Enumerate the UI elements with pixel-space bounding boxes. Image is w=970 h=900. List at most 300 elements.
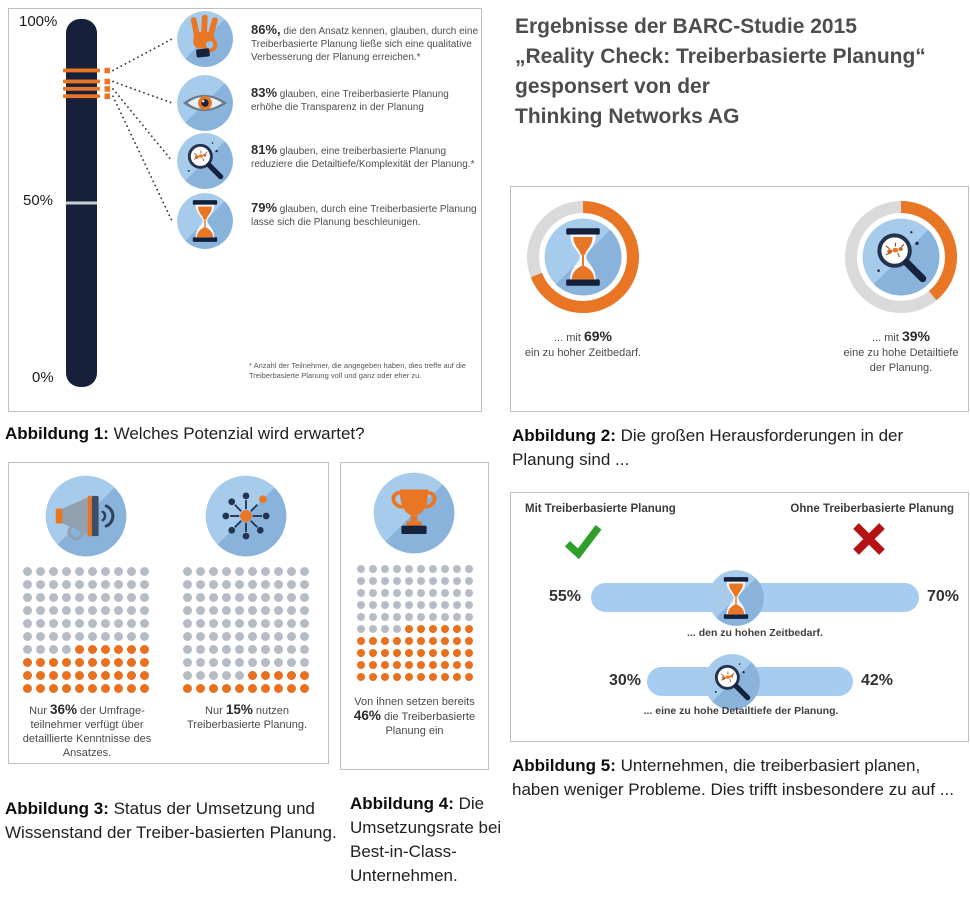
dot	[114, 684, 123, 693]
dot	[49, 619, 58, 628]
dot	[62, 684, 71, 693]
stat-83-text: glauben, eine Treiberbasierte Planung erhöhe die Transparenz in der Planung	[251, 89, 449, 113]
hourglass-icon	[545, 219, 622, 296]
dot	[248, 619, 257, 628]
dot	[75, 619, 84, 628]
dot	[465, 601, 473, 609]
dot	[62, 567, 71, 576]
slider1-right-value: 70%	[927, 588, 960, 605]
dot	[88, 619, 97, 628]
dot	[36, 645, 45, 654]
ok-hand-icon	[176, 10, 234, 68]
title-line-2: „Reality Check: Treiberbasierte Planung“	[515, 45, 926, 68]
dot	[417, 649, 425, 657]
figure5-panel	[510, 492, 969, 742]
dot	[222, 684, 231, 693]
dot	[49, 684, 58, 693]
footnote: * Anzahl der Teilnehmer, die angegeben haben, dies treffe auf die Treiberbasierte Planung voll und ganz oder eher zu.	[249, 361, 466, 380]
dot	[405, 637, 413, 645]
donut-suffix: eine zu hohe Detailtiefe der Planung.	[843, 347, 959, 374]
dot	[222, 619, 231, 628]
stat-79-text: glauben, durch eine Treiberbasierte Planung lasse sich die Planung beschleunigen.	[251, 204, 477, 228]
dot	[101, 645, 110, 654]
dot	[465, 661, 473, 669]
dot	[36, 671, 45, 680]
dot	[101, 658, 110, 667]
dot	[300, 645, 309, 654]
grid-label-value: 36%	[49, 702, 77, 717]
dot	[300, 580, 309, 589]
dot	[393, 613, 401, 621]
figure3-panel	[8, 462, 329, 764]
dot	[101, 606, 110, 615]
dot	[261, 619, 270, 628]
dot	[222, 671, 231, 680]
dot	[235, 684, 244, 693]
dot	[369, 613, 377, 621]
dot	[274, 567, 283, 576]
dot	[465, 577, 473, 585]
dot	[453, 577, 461, 585]
dot	[405, 565, 413, 573]
bar-marker-square	[105, 79, 111, 85]
dot	[274, 658, 283, 667]
dot	[248, 632, 257, 641]
dot	[62, 671, 71, 680]
dot	[88, 671, 97, 680]
dot	[88, 606, 97, 615]
dot	[196, 593, 205, 602]
dot	[300, 658, 309, 667]
dot	[465, 625, 473, 633]
hourglass-icon	[176, 192, 234, 250]
dot	[235, 619, 244, 628]
dot	[417, 661, 425, 669]
figure2-caption-label: Abbildung 2:	[512, 426, 616, 445]
dot	[417, 625, 425, 633]
slider1-caption: ... den zu hohen Zeitbedarf.	[687, 627, 823, 639]
dot	[114, 645, 123, 654]
dot	[101, 671, 110, 680]
dot	[140, 645, 149, 654]
dot	[453, 637, 461, 645]
trophy-icon	[372, 471, 456, 555]
dot	[357, 601, 365, 609]
dot	[287, 567, 296, 576]
stat-81-value: 81%	[251, 142, 278, 157]
dot	[140, 658, 149, 667]
bar-marker-stripe	[63, 94, 100, 98]
grid-label-nutzung	[169, 703, 325, 732]
dot	[429, 649, 437, 657]
dot	[441, 649, 449, 657]
dot	[261, 580, 270, 589]
dot	[261, 645, 270, 654]
dot	[49, 658, 58, 667]
dot	[127, 658, 136, 667]
dot	[405, 625, 413, 633]
donut-label-top	[837, 329, 965, 346]
dot	[183, 645, 192, 654]
title-line-4: Thinking Networks AG	[515, 105, 740, 128]
dot	[140, 606, 149, 615]
figure3-caption-label: Abbildung 3:	[5, 799, 109, 818]
figure5-caption	[512, 754, 967, 802]
dot	[209, 593, 218, 602]
column-without-label: Ohne Treiberbasierte Planung	[790, 503, 954, 515]
dot	[369, 589, 377, 597]
dot	[23, 619, 32, 628]
dot	[441, 625, 449, 633]
dot	[62, 658, 71, 667]
dot	[23, 580, 32, 589]
dot	[209, 619, 218, 628]
check-icon	[561, 519, 605, 563]
dot	[140, 619, 149, 628]
dot	[274, 632, 283, 641]
dot	[23, 567, 32, 576]
dot	[274, 671, 283, 680]
dot	[209, 645, 218, 654]
figure2-panel	[510, 186, 969, 412]
dot	[369, 577, 377, 585]
dot	[393, 577, 401, 585]
stat-83	[251, 86, 481, 114]
dot	[381, 649, 389, 657]
dot	[261, 606, 270, 615]
dot	[405, 673, 413, 681]
donut-label-detailtiefe	[837, 329, 965, 376]
dot	[248, 580, 257, 589]
dot	[88, 658, 97, 667]
dot	[405, 613, 413, 621]
dot	[196, 567, 205, 576]
dot	[23, 606, 32, 615]
dot	[248, 606, 257, 615]
dot	[381, 601, 389, 609]
dot	[127, 632, 136, 641]
dot-grid-nutzung	[181, 565, 311, 695]
figure3-caption	[5, 797, 337, 845]
dot	[183, 593, 192, 602]
dot	[357, 661, 365, 669]
dot	[101, 593, 110, 602]
slider2-knob-magnifier-icon	[703, 653, 761, 711]
dot	[369, 625, 377, 633]
dot	[36, 632, 45, 641]
dot	[209, 684, 218, 693]
dot	[196, 606, 205, 615]
grid-label-kenntnisse	[9, 703, 165, 760]
axis-tick-50: 50%	[23, 192, 54, 209]
dot	[441, 589, 449, 597]
dot	[88, 593, 97, 602]
dot	[261, 593, 270, 602]
dot	[36, 606, 45, 615]
dot	[49, 593, 58, 602]
donut-label-zeitbedarf	[519, 329, 647, 361]
dot	[287, 645, 296, 654]
dot	[235, 658, 244, 667]
dot	[36, 658, 45, 667]
grid-label-suffix: der Umfrage-teilnehmer verfügt über detaillierte Kenntnisse des Ansatzes.	[22, 705, 152, 759]
dot	[62, 593, 71, 602]
dot	[75, 580, 84, 589]
dot	[287, 632, 296, 641]
dot	[261, 658, 270, 667]
dot	[222, 645, 231, 654]
dot	[369, 673, 377, 681]
grid-label-prefix: Von ihnen setzen bereits	[354, 696, 475, 708]
network-icon	[204, 474, 288, 558]
stat-83-value: 83%	[251, 85, 278, 100]
figure3-caption-text: Status der Umsetzung und Wissenstand der Treiber-basierten Planung.	[5, 799, 337, 842]
dot	[62, 645, 71, 654]
dot	[441, 661, 449, 669]
axis-tick-0: 0%	[32, 369, 54, 386]
dot	[114, 593, 123, 602]
dot	[465, 649, 473, 657]
donut-suffix: ein zu hoher Zeitbedarf.	[524, 347, 642, 359]
stat-81	[251, 143, 481, 171]
dot	[357, 673, 365, 681]
dot	[453, 565, 461, 573]
dot	[23, 632, 32, 641]
dot	[235, 567, 244, 576]
dot	[261, 684, 270, 693]
dot	[417, 589, 425, 597]
donut-label-top	[519, 329, 647, 346]
dot	[114, 580, 123, 589]
grid-label-best-in-class	[345, 695, 484, 738]
dot	[127, 606, 136, 615]
connector-dotted-line	[113, 96, 172, 221]
dot	[248, 684, 257, 693]
dot	[49, 606, 58, 615]
dot	[62, 632, 71, 641]
dot	[183, 632, 192, 641]
dot	[429, 637, 437, 645]
dot	[196, 671, 205, 680]
dot	[381, 589, 389, 597]
dot	[114, 658, 123, 667]
dot	[235, 593, 244, 602]
dot	[441, 673, 449, 681]
dot	[49, 645, 58, 654]
eye-icon	[176, 74, 234, 132]
dot	[49, 580, 58, 589]
stat-86-value: 86%,	[251, 22, 281, 37]
bar-marker-square	[105, 68, 111, 74]
figure2-caption-text: Die großen Herausforderungen in der Planung sind ...	[512, 426, 904, 469]
figure4-caption-label: Abbildung 4:	[350, 794, 454, 813]
dot	[417, 565, 425, 573]
dot	[183, 567, 192, 576]
dot	[369, 601, 377, 609]
dot	[453, 613, 461, 621]
dot	[357, 625, 365, 633]
dot	[381, 661, 389, 669]
stat-79-value: 79%	[251, 200, 278, 215]
dot	[36, 619, 45, 628]
dot	[381, 673, 389, 681]
dot	[62, 619, 71, 628]
figure4-caption-text: Die Umsetzungsrate bei Best-in-Class-Unternehmen.	[350, 794, 502, 885]
dot	[429, 589, 437, 597]
dot	[405, 577, 413, 585]
dot	[381, 565, 389, 573]
dot	[287, 658, 296, 667]
stat-81-text: glauben, eine treiberbasierte Planung reduziere die Detailtiefe/Komplexität der Planung.*	[251, 146, 475, 170]
dot	[248, 645, 257, 654]
dot	[248, 593, 257, 602]
dot	[248, 671, 257, 680]
bar-marker-stripe	[63, 69, 100, 73]
dot	[405, 589, 413, 597]
donut-chart-detailtiefe	[843, 199, 959, 315]
dot	[300, 567, 309, 576]
dot	[49, 632, 58, 641]
dot	[127, 671, 136, 680]
dot	[441, 565, 449, 573]
dot	[261, 671, 270, 680]
dot	[222, 580, 231, 589]
figure4-caption	[350, 792, 505, 888]
dot	[465, 565, 473, 573]
dot	[417, 673, 425, 681]
stat-86-text: die den Ansatz kennen, glauben, durch eine Treiberbasierte Planung ließe sich eine qualitative Verbesserung der Planung erreichen.*	[251, 26, 479, 63]
dot	[23, 645, 32, 654]
bar-marker-stripe	[63, 87, 100, 91]
dot	[357, 637, 365, 645]
bar-marker-square	[105, 86, 111, 92]
dot	[381, 625, 389, 633]
dot	[300, 593, 309, 602]
dot	[222, 593, 231, 602]
dot	[75, 684, 84, 693]
dot	[417, 577, 425, 585]
grid-label-suffix: nutzen Treiberbasierte Planung.	[186, 705, 308, 731]
dot	[429, 565, 437, 573]
dot	[274, 593, 283, 602]
dot	[381, 613, 389, 621]
dot	[235, 580, 244, 589]
dot	[287, 671, 296, 680]
figure1-panel	[8, 8, 482, 412]
dot-grid-kenntnisse	[21, 565, 151, 695]
dot	[300, 619, 309, 628]
dot	[222, 567, 231, 576]
dot	[429, 661, 437, 669]
dot	[127, 580, 136, 589]
dot	[465, 673, 473, 681]
slider2-caption: ... eine zu hohe Detailtiefe der Planung.	[643, 705, 839, 717]
dot	[261, 567, 270, 576]
dot	[183, 619, 192, 628]
dot	[196, 684, 205, 693]
donut-chart-zeitbedarf	[525, 199, 641, 315]
dot	[287, 593, 296, 602]
dot	[101, 619, 110, 628]
dot	[49, 671, 58, 680]
dot	[88, 632, 97, 641]
grid-label-value: 15%	[225, 702, 253, 717]
stat-79	[251, 201, 481, 229]
column-with-label: Mit Treiberbasierte Planung	[525, 503, 676, 515]
dot	[23, 684, 32, 693]
dot	[127, 567, 136, 576]
dot	[183, 658, 192, 667]
dot	[381, 637, 389, 645]
dot	[441, 613, 449, 621]
bar-marker-square	[105, 93, 111, 99]
title-line-3: gesponsert von der	[515, 75, 710, 98]
figure1-caption	[5, 422, 495, 446]
dot	[300, 684, 309, 693]
dot	[140, 684, 149, 693]
dot	[369, 637, 377, 645]
dot	[183, 606, 192, 615]
dot	[248, 658, 257, 667]
dot	[465, 589, 473, 597]
dot	[101, 580, 110, 589]
dot	[209, 671, 218, 680]
dot	[222, 606, 231, 615]
dot	[274, 580, 283, 589]
dot	[300, 606, 309, 615]
dot	[429, 601, 437, 609]
dot	[62, 606, 71, 615]
magnifier-icon	[863, 219, 940, 296]
dot	[196, 658, 205, 667]
dot	[453, 589, 461, 597]
dot	[429, 613, 437, 621]
slider2-right-value: 42%	[861, 672, 894, 689]
grid-label-prefix: Nur	[205, 705, 226, 717]
dot	[393, 625, 401, 633]
dot	[75, 658, 84, 667]
dot	[36, 593, 45, 602]
dot	[140, 593, 149, 602]
dot	[209, 567, 218, 576]
dot	[465, 613, 473, 621]
dot	[357, 649, 365, 657]
dot	[114, 619, 123, 628]
dot	[140, 580, 149, 589]
dot	[405, 601, 413, 609]
donut-value: 69%	[583, 328, 612, 344]
grid-label-suffix: die Treiberbasierte Planung ein	[380, 711, 476, 737]
dot	[49, 567, 58, 576]
dot	[465, 637, 473, 645]
dot	[196, 580, 205, 589]
dot	[369, 649, 377, 657]
figure5-caption-label: Abbildung 5:	[512, 756, 616, 775]
dot	[274, 606, 283, 615]
dot	[393, 649, 401, 657]
slider1-left-value: 55%	[548, 588, 581, 605]
dot	[209, 658, 218, 667]
dot	[222, 632, 231, 641]
grid-label-value: 46%	[353, 708, 381, 723]
connector-dotted-line	[113, 89, 172, 161]
dot	[88, 684, 97, 693]
dot	[429, 673, 437, 681]
fifty-percent-line	[66, 202, 97, 205]
dot	[114, 632, 123, 641]
dot	[393, 637, 401, 645]
dot	[114, 671, 123, 680]
